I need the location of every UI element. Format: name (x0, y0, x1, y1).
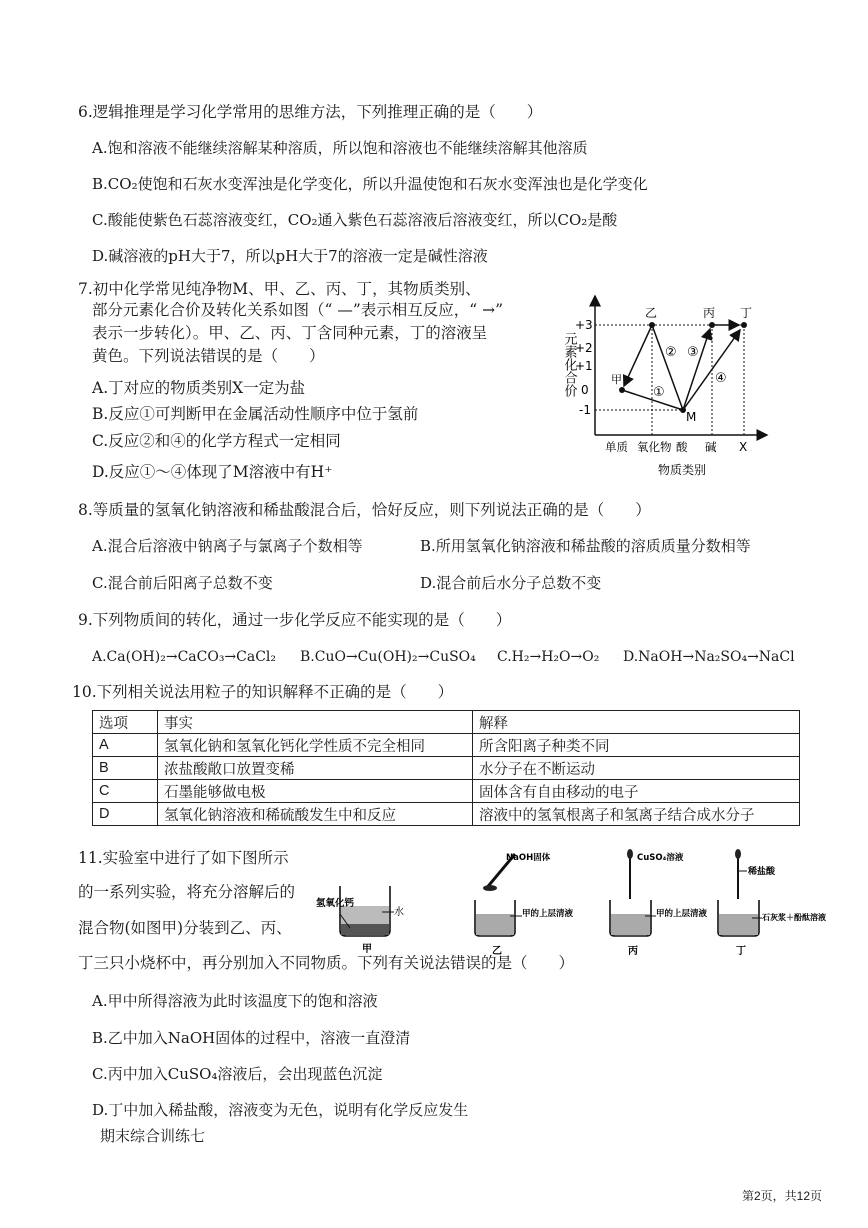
label-bing: 丙 (628, 946, 638, 957)
x-axis-label: 物质类别 (658, 463, 707, 477)
q7-valence-diagram (555, 290, 780, 485)
q7-line1: 7.初中化学常见纯净物M、甲、乙、丙、丁，其物质类别、 (78, 280, 481, 298)
y-tick: 0 (581, 383, 589, 397)
q11-line4: 丁三只小烧杯中，再分别加入不同物质。下列有关说法错误的是（ ） (78, 954, 575, 972)
beaker-bing (610, 849, 708, 957)
q8-option-c: C.混合前后阳离子总数不变 (92, 574, 273, 592)
cell-option: D (93, 803, 158, 826)
table-row (93, 803, 800, 826)
q7-option-b: B.反应①可判断甲在金属活动性顺序中位于氢前 (92, 405, 419, 423)
reaction-1: ① (653, 385, 665, 400)
y-tick: +3 (575, 318, 593, 332)
cell-option: A (93, 734, 158, 757)
cell-fact: 浓盐酸敞口放置变稀 (158, 757, 473, 780)
cell-explanation: 水分子在不断运动 (473, 757, 800, 780)
reaction-2: ② (665, 345, 677, 360)
label-ding: 丁 (740, 306, 753, 320)
q7-option-a: A.丁对应的物质类别X一定为盐 (92, 379, 306, 397)
x-tick: 氧化物 (637, 440, 672, 454)
footer-title: 期末综合训练七 (100, 1127, 206, 1145)
q7-line3: 表示一步转化）。甲、乙、丙、丁含同种元素，丁的溶液呈 (92, 324, 488, 342)
beaker-yi (475, 852, 574, 957)
q7-option-d: D.反应①～④体现了M溶液中有H⁺ (92, 463, 333, 481)
label-upper-clear-bing: 甲的上层清液 (656, 909, 708, 919)
reaction-3: ③ (687, 345, 699, 360)
q6-stem: 6.逻辑推理是学习化学常用的思维方法，下列推理正确的是（ ） (78, 103, 543, 121)
q11-experiment-figure (310, 844, 826, 957)
table-row (93, 734, 800, 757)
q7-line4: 黄色。下列说法错误的是（ ） (92, 347, 325, 365)
label-yi: 乙 (492, 946, 502, 957)
q8-option-b: B.所用氢氧化钠溶液和稀盐酸的溶质质量分数相等 (420, 537, 751, 555)
q7-option-c: C.反应②和④的化学方程式一定相同 (92, 432, 341, 450)
q11-option-b: B.乙中加入NaOH固体的过程中，溶液一直澄清 (92, 1029, 411, 1047)
q11-line3: 混合物(如图甲)分装到乙、丙、 (78, 919, 292, 937)
q9-stem: 9.下列物质间的转化，通过一步化学反应不能实现的是（ ） (78, 611, 512, 629)
cell-explanation: 所含阳离子种类不同 (473, 734, 800, 757)
q6-option-d: D.碱溶液的pH大于7，所以pH大于7的溶液一定是碱性溶液 (92, 247, 488, 265)
label-cuso4: CuSO₄溶液 (637, 853, 684, 863)
q11-option-a: A.甲中所得溶液为此时该温度下的饱和溶液 (92, 992, 378, 1010)
y-axis-label: 元素化合价 (561, 332, 577, 397)
conversion-arrow (683, 329, 710, 410)
beaker-ding (718, 849, 826, 957)
label-ding: 丁 (736, 946, 746, 957)
label-yi: 乙 (645, 306, 658, 320)
table-row (93, 780, 800, 803)
y-tick: -1 (579, 403, 591, 417)
table-header-row (93, 711, 800, 734)
label-ca-oh2: 氢氧化钙 (316, 898, 355, 909)
label-upper-clear-yi: 甲的上层清液 (522, 909, 574, 919)
label-m: M (686, 410, 697, 424)
label-naoh: NaOH固体 (506, 853, 551, 863)
label-jia: 甲 (362, 944, 372, 955)
q9-option-a: A.Ca(OH)₂→CaCO₃→CaCl₂ (92, 649, 277, 665)
beaker-jia (316, 886, 404, 955)
cell-fact: 氢氧化钠溶液和稀硫酸发生中和反应 (158, 803, 473, 826)
conversion-arrow (624, 325, 652, 386)
y-tick: +1 (575, 359, 593, 373)
q11-option-d: D.丁中加入稀盐酸，溶液变为无色，说明有化学反应发生 (92, 1101, 469, 1119)
q10-table (92, 710, 800, 826)
q7-line2: 部分元素化合价及转化关系如图（“ —”表示相互反应，“ →” (92, 301, 504, 319)
label-jia: 甲 (611, 373, 622, 386)
table-row (93, 757, 800, 780)
y-tick: +2 (575, 341, 593, 355)
reaction-4: ④ (715, 371, 727, 386)
cell-option: C (93, 780, 158, 803)
x-tick: X (739, 440, 748, 454)
q11-line1: 11.实验室中进行了如下图所示 (78, 849, 289, 867)
q9-option-c: C.H₂→H₂O→O₂ (497, 649, 600, 665)
q8-option-d: D.混合前后水分子总数不变 (420, 574, 602, 592)
q8-stem: 8.等质量的氢氧化钠溶液和稀盐酸混合后，恰好反应，则下列说法正确的是（ ） (78, 501, 651, 519)
q10-stem: 10.下列相关说法用粒子的知识解释不正确的是（ ） (72, 683, 454, 701)
cell-explanation: 固体含有自由移动的电子 (473, 780, 800, 803)
x-tick: 单质 (605, 440, 628, 454)
x-tick: 酸 (676, 440, 688, 454)
cell-option: B (93, 757, 158, 780)
label-limewater: 石灰浆＋酚酞溶液 (762, 913, 826, 922)
header-fact: 事实 (158, 711, 473, 734)
cell-fact: 石墨能够做电极 (158, 780, 473, 803)
q6-option-c: C.酸能使紫色石蕊溶液变红，CO₂通入紫色石蕊溶液后溶液变红，所以CO₂是酸 (92, 211, 618, 229)
q11-line2: 的一系列实验，将充分溶解后的 (78, 883, 296, 901)
q8-option-a: A.混合后溶液中钠离子与氯离子个数相等 (92, 537, 363, 555)
page-number: 第2页，共12页 (741, 1189, 822, 1203)
label-dilute-hcl: 稀盐酸 (748, 867, 776, 877)
point-ding (741, 322, 747, 328)
label-water: 水 (394, 907, 404, 918)
header-explanation: 解释 (473, 711, 800, 734)
cell-explanation: 溶液中的氢氧根离子和氢离子结合成水分子 (473, 803, 800, 826)
q9-option-d: D.NaOH→Na₂SO₄→NaCl (623, 649, 795, 665)
x-tick: 碱 (705, 440, 717, 454)
q11-option-c: C.丙中加入CuSO₄溶液后，会出现蓝色沉淀 (92, 1065, 383, 1083)
label-bing: 丙 (703, 306, 716, 320)
q6-option-b: B.CO₂使饱和石灰水变浑浊是化学变化，所以升温使饱和石灰水变浑浊也是化学变化 (92, 175, 648, 193)
q9-option-b: B.CuO→Cu(OH)₂→CuSO₄ (300, 649, 476, 665)
q6-option-a: A.饱和溶液不能继续溶解某种溶质，所以饱和溶液也不能继续溶解其他溶质 (92, 139, 588, 157)
header-option: 选项 (93, 711, 158, 734)
cell-fact: 氢氧化钠和氢氧化钙化学性质不完全相同 (158, 734, 473, 757)
